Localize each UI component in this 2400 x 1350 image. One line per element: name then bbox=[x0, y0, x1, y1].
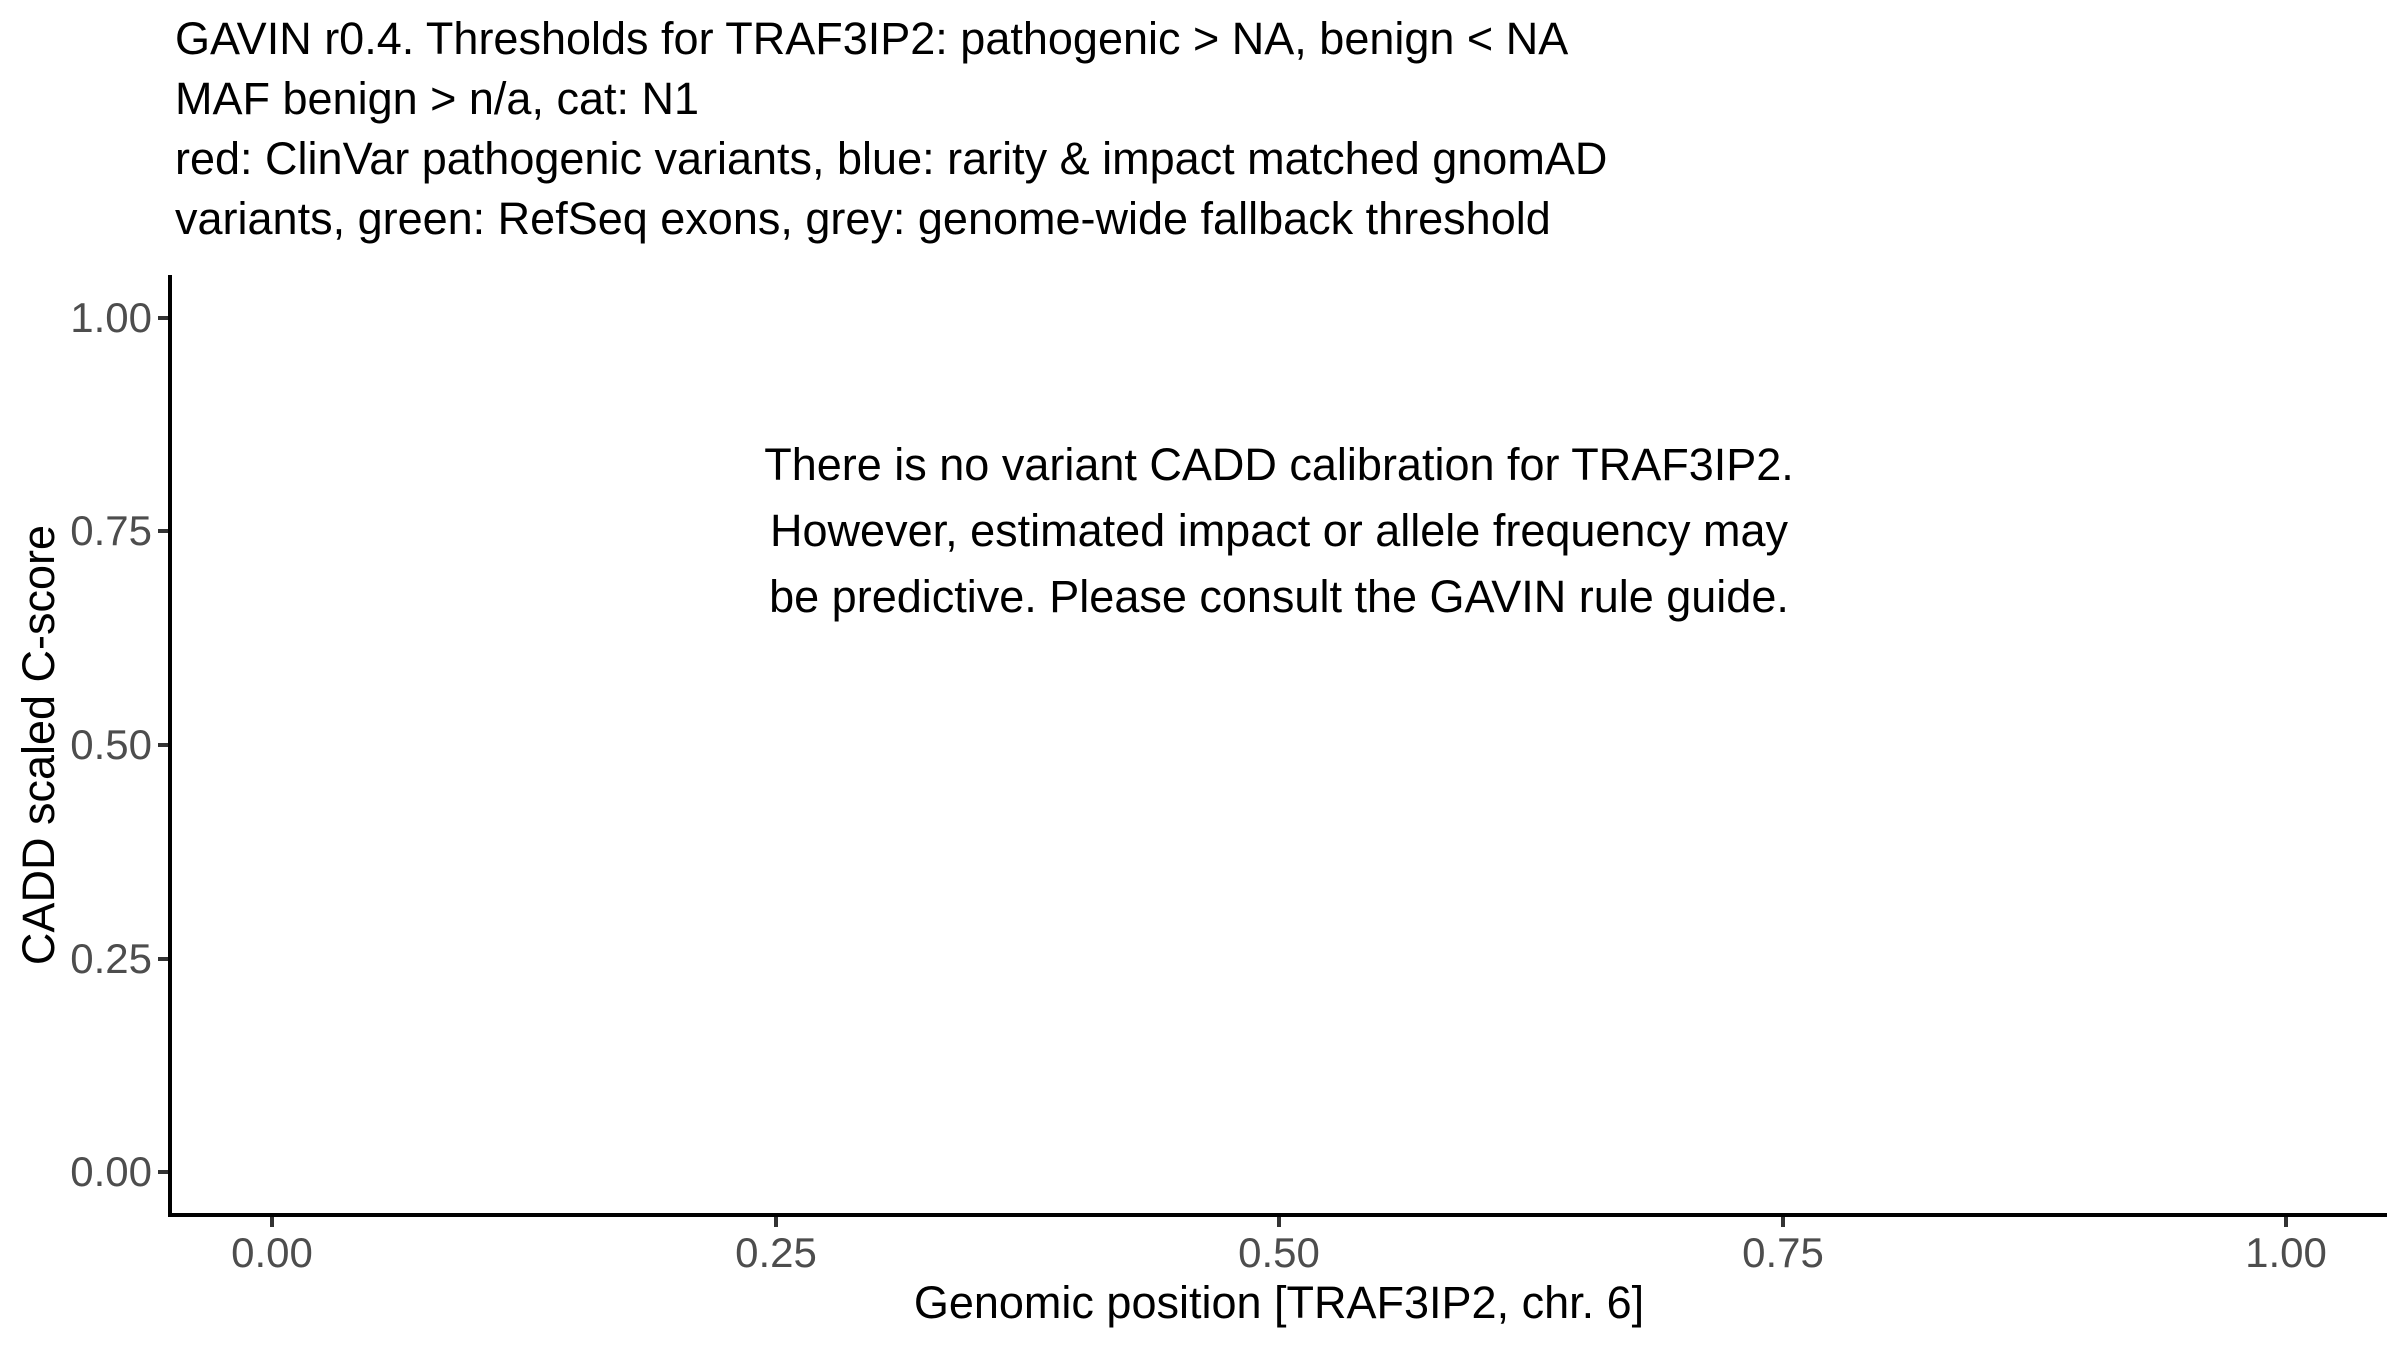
chart-title-line-3: red: ClinVar pathogenic variants, blue: rarity & impact matched gnomAD bbox=[175, 133, 1608, 184]
x-axis-tick-label-0.25: 0.25 bbox=[735, 1229, 817, 1276]
panel-annotation bbox=[579, 432, 1979, 630]
x-axis-tick-label-0.75: 0.75 bbox=[1742, 1229, 1824, 1276]
chart-title bbox=[175, 9, 1607, 249]
y-axis-tick-label-0.75: 0.75 bbox=[70, 507, 152, 554]
y-axis-tick-mark-0.50 bbox=[158, 743, 168, 747]
x-axis-tick-mark-0.50 bbox=[1277, 1217, 1281, 1227]
x-axis-tick-mark-0.25 bbox=[774, 1217, 778, 1227]
y-axis-line bbox=[168, 275, 172, 1217]
x-axis-title: Genomic position [TRAF3IP2, chr. 6] bbox=[913, 1277, 1645, 1328]
x-axis-tick-mark-0.75 bbox=[1781, 1217, 1785, 1227]
y-axis-title: CADD scaled C-score bbox=[13, 524, 64, 966]
chart-title-line-1: GAVIN r0.4. Thresholds for TRAF3IP2: pathogenic > NA, benign < NA bbox=[175, 13, 1569, 64]
y-axis-tick-label-0.25: 0.25 bbox=[70, 935, 152, 982]
y-axis-tick-label-1.00: 1.00 bbox=[70, 294, 152, 341]
y-axis-tick-mark-1.00 bbox=[158, 316, 168, 320]
chart-title-line-2: MAF benign > n/a, cat: N1 bbox=[175, 73, 700, 124]
annotation-line-3: be predictive. Please consult the GAVIN rule guide. bbox=[769, 571, 1789, 622]
y-axis-tick-label-0.00: 0.00 bbox=[70, 1148, 152, 1195]
y-axis-tick-mark-0.75 bbox=[158, 529, 168, 533]
chart-title-line-4: variants, green: RefSeq exons, grey: genome-wide fallback threshold bbox=[175, 193, 1551, 244]
x-axis-tick-label-1.00: 1.00 bbox=[2245, 1229, 2327, 1276]
y-axis-tick-label-0.50: 0.50 bbox=[70, 721, 152, 768]
x-axis-tick-mark-1.00 bbox=[2284, 1217, 2288, 1227]
x-axis-tick-mark-0.00 bbox=[270, 1217, 274, 1227]
annotation-line-1: There is no variant CADD calibration for TRAF3IP2. bbox=[764, 439, 1794, 490]
y-axis-tick-mark-0.25 bbox=[158, 957, 168, 961]
annotation-line-2: However, estimated impact or allele frequency may bbox=[770, 505, 1788, 556]
x-axis-tick-label-0.50: 0.50 bbox=[1238, 1229, 1320, 1276]
x-axis-tick-label-0.00: 0.00 bbox=[231, 1229, 313, 1276]
y-axis-tick-mark-0.00 bbox=[158, 1170, 168, 1174]
